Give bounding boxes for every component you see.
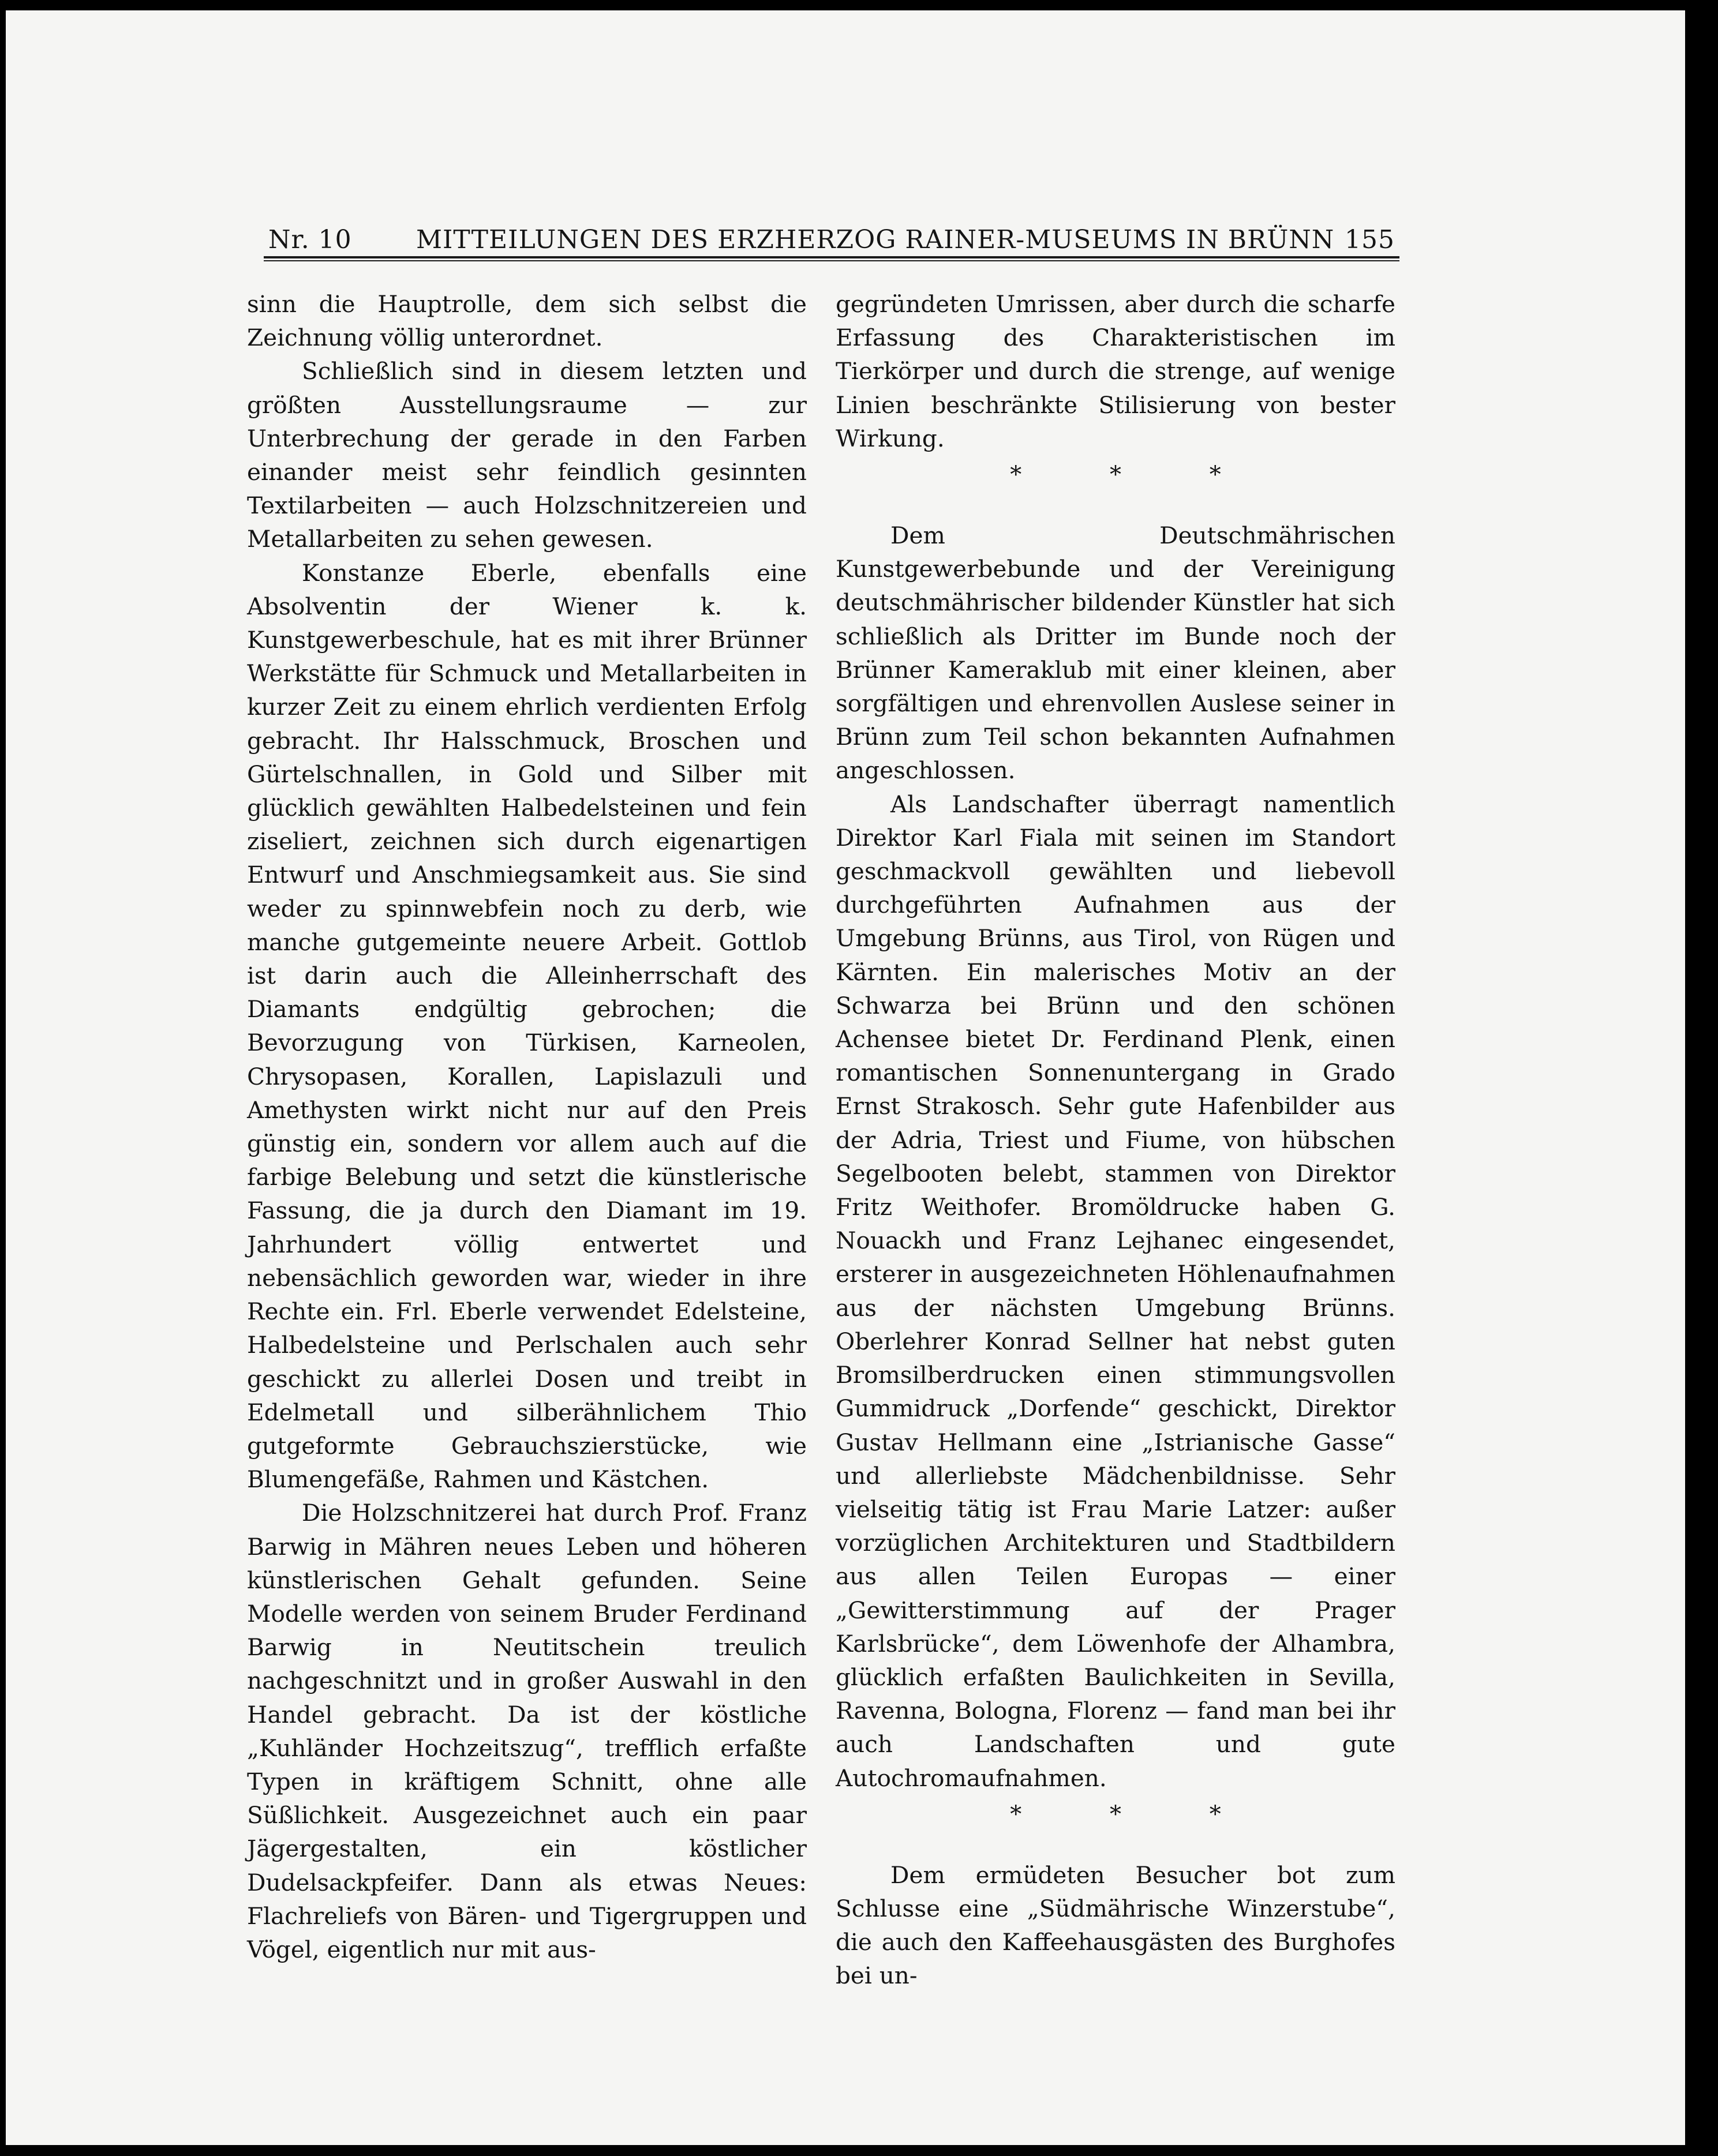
- section-separator: * * *: [1010, 462, 1262, 489]
- journal-title: MITTEILUNGEN DES ERZHERZOG RAINER-MUSEUMS IN BRÜNN: [416, 225, 1335, 254]
- right-column: [836, 287, 1395, 1993]
- page-number: 155: [1345, 225, 1395, 254]
- paragraph: Als Landschafter überragt namentlich Direktor Karl Fiala mit seinen im Standort geschmackvoll gewählten und liebevoll durchgeführten Aufnahmen aus der Umgebung Brünns, aus Tirol, von Rügen und Kärnten. Ein malerisches Motiv an der Schwarza bei Brünn und den schönen Achensee bietet Dr. Ferdinand Plenk, einen romantischen Sonnenuntergang in Grado Ernst Strakosch. Sehr gute Hafenbilder aus der Adria, Triest und Fiume, von hübschen Segelbooten belebt, stammen von Direktor Fritz Weithofer. Bromöldrucke haben G. Nouackh und Franz Lejhanec eingesendet, ersterer in ausgezeichneten Höhlenaufnahmen aus der nächsten Umgebung Brünns. Oberlehrer Konrad Sellner hat nebst guten Bromsilberdrucken einen stimmungsvollen Gummidruck „Dorfende“ geschickt, Direktor Gustav Hellmann eine „Istrianische Gasse“ und allerliebste Mädchenbildnisse. Sehr vielseitig tätig ist Frau Marie Latzer: außer vorzüglichen Architekturen und Stadtbildern aus allen Teilen Europas — einer „Gewitterstimmung auf der Prager Karlsbrücke“, dem Löwenhofe der Alhambra, glücklich erfaßten Baulichkeiten in Sevilla, Ravenna, Bologna, Florenz — fand man bei ihr auch Landschaften und gute Autochromaufnahmen.: [836, 790, 1395, 1792]
- section-separator: * * *: [1010, 1801, 1262, 1828]
- paragraph: Dem Deutschmährischen Kunstgewerbebunde und der Vereinigung deutschmährischer bildender Künstler hat sich schließlich als Dritter im Bunde noch der Brünner Kameraklub mit einer kleinen, aber sorgfältigen und ehrenvollen Auslese seiner in Brünn zum Teil schon bekannten Aufnahmen angeschlossen.: [836, 522, 1395, 785]
- paragraph: Dem ermüdeten Besucher bot zum Schlusse eine „Südmährische Winzerstube“, die auch den Kaffeehausgästen des Burghofes bei un-: [836, 1861, 1395, 1990]
- paragraph: Konstanze Eberle, ebenfalls eine Absolventin der Wiener k. k. Kunstgewerbeschule, hat es mit ihrer Brünner Werkstätte für Schmuck und Metallarbeiten in kurzer Zeit zu einem ehrlich verdienten Erfolg gebracht. Ihr Halsschmuck, Broschen und Gürtelschnallen, in Gold und Silber mit glücklich gewählten Halbedelsteinen und fein ziseliert, zeichnen sich durch eigenartigen Entwurf und Anschmiegsamkeit aus. Sie sind weder zu spinnwebfein noch zu derb, wie manche gutgemeinte neuere Arbeit. Gottlob ist darin auch die Alleinherrschaft des Diamants endgültig gebrochen; die Bevorzugung von Türkisen, Karneolen, Chrysopasen, Korallen, Lapislazuli und Amethysten wirkt nicht nur auf den Preis günstig ein, sondern vor allem auch auf die farbige Belebung und setzt die künstlerische Fassung, die ja durch den Diamant im 19. Jahrhundert völlig entwertet und nebensächlich geworden war, wieder in ihre Rechte ein. Frl. Eberle verwendet Edelsteine, Halbedelsteine und Perlschalen auch sehr geschickt zu allerlei Dosen und treibt in Edelmetall und silberähnlichem Thio gutgeformte Gebrauchszierstücke, wie Blumengefäße, Rahmen und Kästchen.: [247, 558, 807, 1494]
- header-rule: [264, 256, 1399, 261]
- paragraph: sinn die Hauptrolle, dem sich selbst die Zeichnung völlig unterordnet.: [247, 290, 807, 352]
- issue-number: Nr. 10: [268, 225, 352, 254]
- paragraph: Die Holzschnitzerei hat durch Prof. Franz Barwig in Mähren neues Leben und höheren künstlerischen Gehalt gefunden. Seine Modelle werden von seinem Bruder Ferdinand Barwig in Neutitschein treulich nachgeschnitzt und in großer Auswahl in den Handel gebracht. Da ist der köstliche „Kuhländer Hochzeitszug“, trefflich erfaßte Typen in kräftigem Schnitt, ohne alle Süßlichkeit. Ausgezeichnet auch ein paar Jägergestalten, ein köstlicher Dudelsackpfeifer. Dann als etwas Neues: Flachreliefs von Bären- und Tigergruppen und Vögel, eigentlich nur mit aus-: [247, 1499, 807, 1963]
- left-column: [247, 287, 807, 1966]
- scanned-page: [6, 10, 1685, 2145]
- running-header: [264, 219, 1399, 261]
- paragraph: gegründeten Umrissen, aber durch die scharfe Erfassung des Charakteristischen im Tierkörper und durch die strenge, auf wenige Linien beschränkte Stilisierung von bester Wirkung.: [836, 290, 1395, 452]
- paragraph: Schließlich sind in diesem letzten und größten Ausstellungsraume — zur Unterbrechung der gerade in den Farben einander meist sehr feindlich gesinnten Textilarbeiten — auch Holzschnitzereien und Metallarbeiten zu sehen gewesen.: [247, 357, 807, 553]
